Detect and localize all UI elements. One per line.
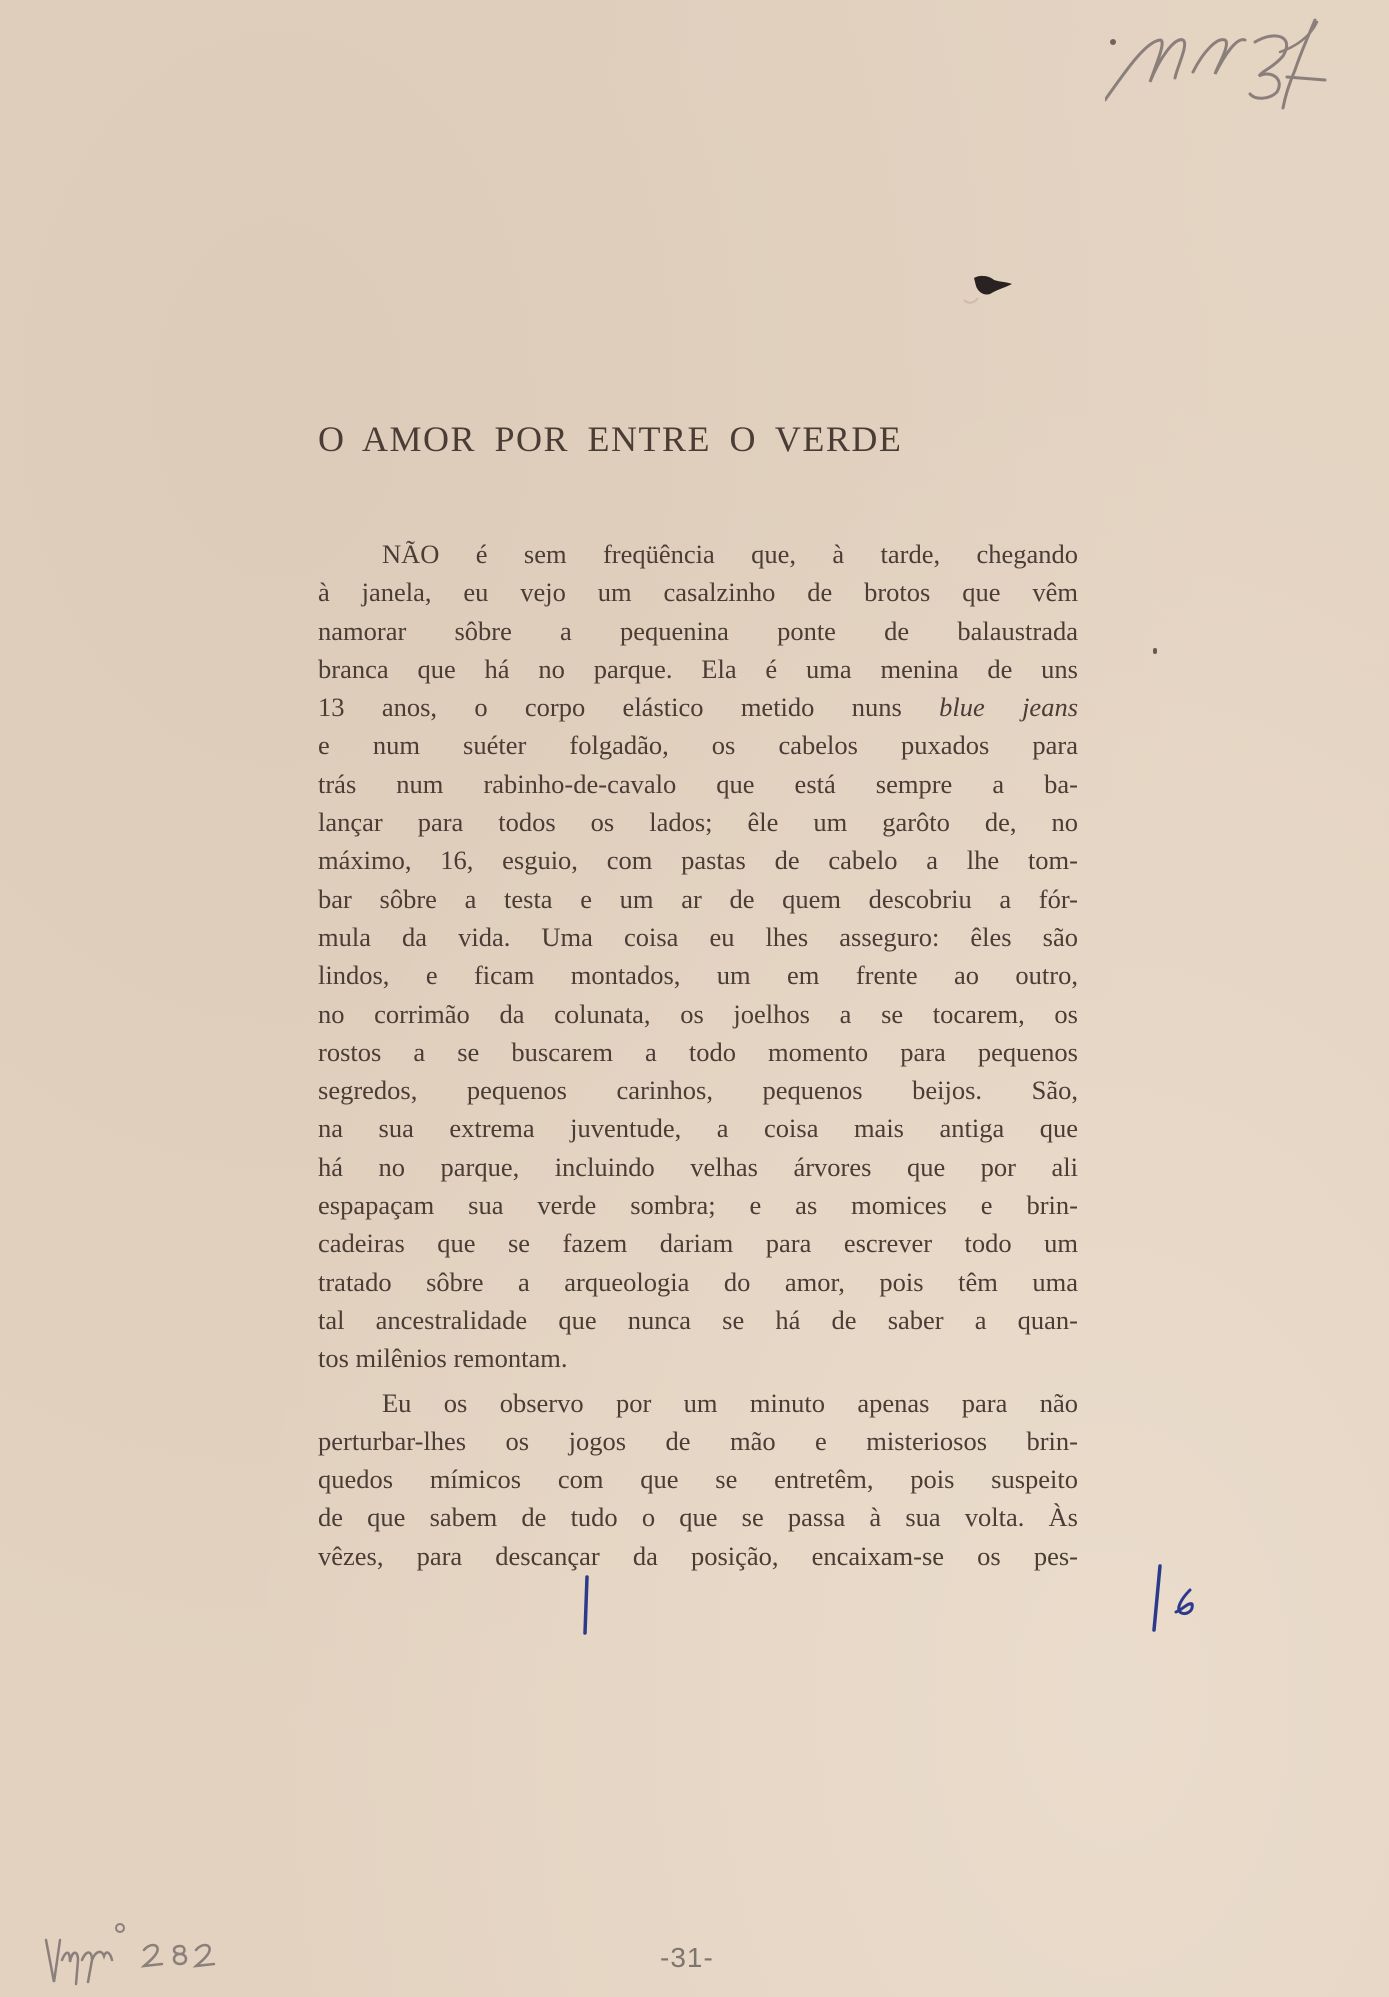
text-line: tos milênios remontam. — [318, 1343, 568, 1374]
paragraph-2 — [318, 1384, 1078, 1575]
text-line: trás num rabinho-de-cavalo que está sempre a ba- — [318, 768, 1078, 799]
text-line-with-italic — [318, 688, 1078, 726]
text-line: perturbar-lhes os jogos de mão e misteriosos brin- — [318, 1425, 1078, 1456]
text-line: e num suéter folgadão, os cabelos puxados para — [318, 730, 1078, 761]
text-line: mula da vida. Uma coisa eu lhes asseguro: êles são — [318, 921, 1078, 952]
text-line: tratado sôbre a arqueologia do amor, pois têm uma — [318, 1266, 1078, 1297]
text-line-segment: 13 anos, o corpo elástico metido nuns — [318, 692, 902, 723]
text-line: espapaçam sua verde sombra; e as momices e brin- — [318, 1190, 1078, 1221]
text-line: branca que há no parque. Ela é uma menina de uns — [318, 653, 1078, 684]
italic-phrase: blue jeans — [939, 692, 1079, 723]
text-line: quedos mímicos com que se entretêm, pois suspeito — [318, 1464, 1078, 1495]
blue-pen-insertion-mark — [582, 1575, 590, 1635]
handwritten-catalog-note — [40, 1920, 300, 1990]
text-line: na sua extrema juventude, a coisa mais antiga que — [318, 1113, 1078, 1144]
text-line: tal ancestralidade que nunca se há de saber a quan- — [318, 1304, 1078, 1335]
catalog-note-text — [0, 0, 1, 1]
chapter-title: O AMOR POR ENTRE O VERDE — [318, 419, 903, 459]
text-line: bar sôbre a testa e um ar de quem descobriu a fór- — [318, 883, 1078, 914]
text-line: namorar sôbre a pequenina ponte de balaustrada — [318, 615, 1078, 646]
text-line: no corrimão da colunata, os joelhos a se tocarem, os — [318, 998, 1078, 1029]
ink-blot — [960, 270, 1020, 310]
folio-mark-text — [0, 0, 1, 1]
text-line: à janela, eu vejo um casalzinho de brotos que vêm — [318, 577, 1078, 608]
text-line: lançar para todos os lados; êle um garôto de, no — [318, 807, 1078, 838]
text-line: segredos, pequenos carinhos, pequenos beijos. São, — [318, 1075, 1078, 1106]
text-line: lindos, e ficam montados, um em frente ao outro, — [318, 960, 1078, 991]
text-line: há no parque, incluindo velhas árvores que por ali — [318, 1151, 1078, 1182]
paragraph-1 — [318, 535, 1078, 1378]
page-number: -31- — [660, 1942, 714, 1973]
margin-speck — [1153, 648, 1157, 654]
body-text — [318, 535, 1078, 1575]
text-line: vêzes, para descançar da posição, encaixam-se os pes- — [318, 1540, 1078, 1571]
text-line: máximo, 16, esguio, com pastas de cabelo a lhe tom- — [318, 845, 1078, 876]
text-line: de que sabem de tudo o que se passa à sua volta. Às — [318, 1502, 1078, 1533]
text-line: Eu os observo por um minuto apenas para não — [382, 1387, 1078, 1418]
text-line: cadeiras que se fazem dariam para escrever todo um — [318, 1228, 1078, 1259]
handwritten-folio-mark — [1105, 12, 1335, 112]
text-line: rostos a se buscarem a todo momento para pequenos — [318, 1036, 1078, 1067]
text-line: NÃO é sem freqüência que, à tarde, chegando — [382, 539, 1078, 569]
margin-note-text — [0, 0, 1, 1]
margin-correction-mark — [1150, 1558, 1220, 1638]
